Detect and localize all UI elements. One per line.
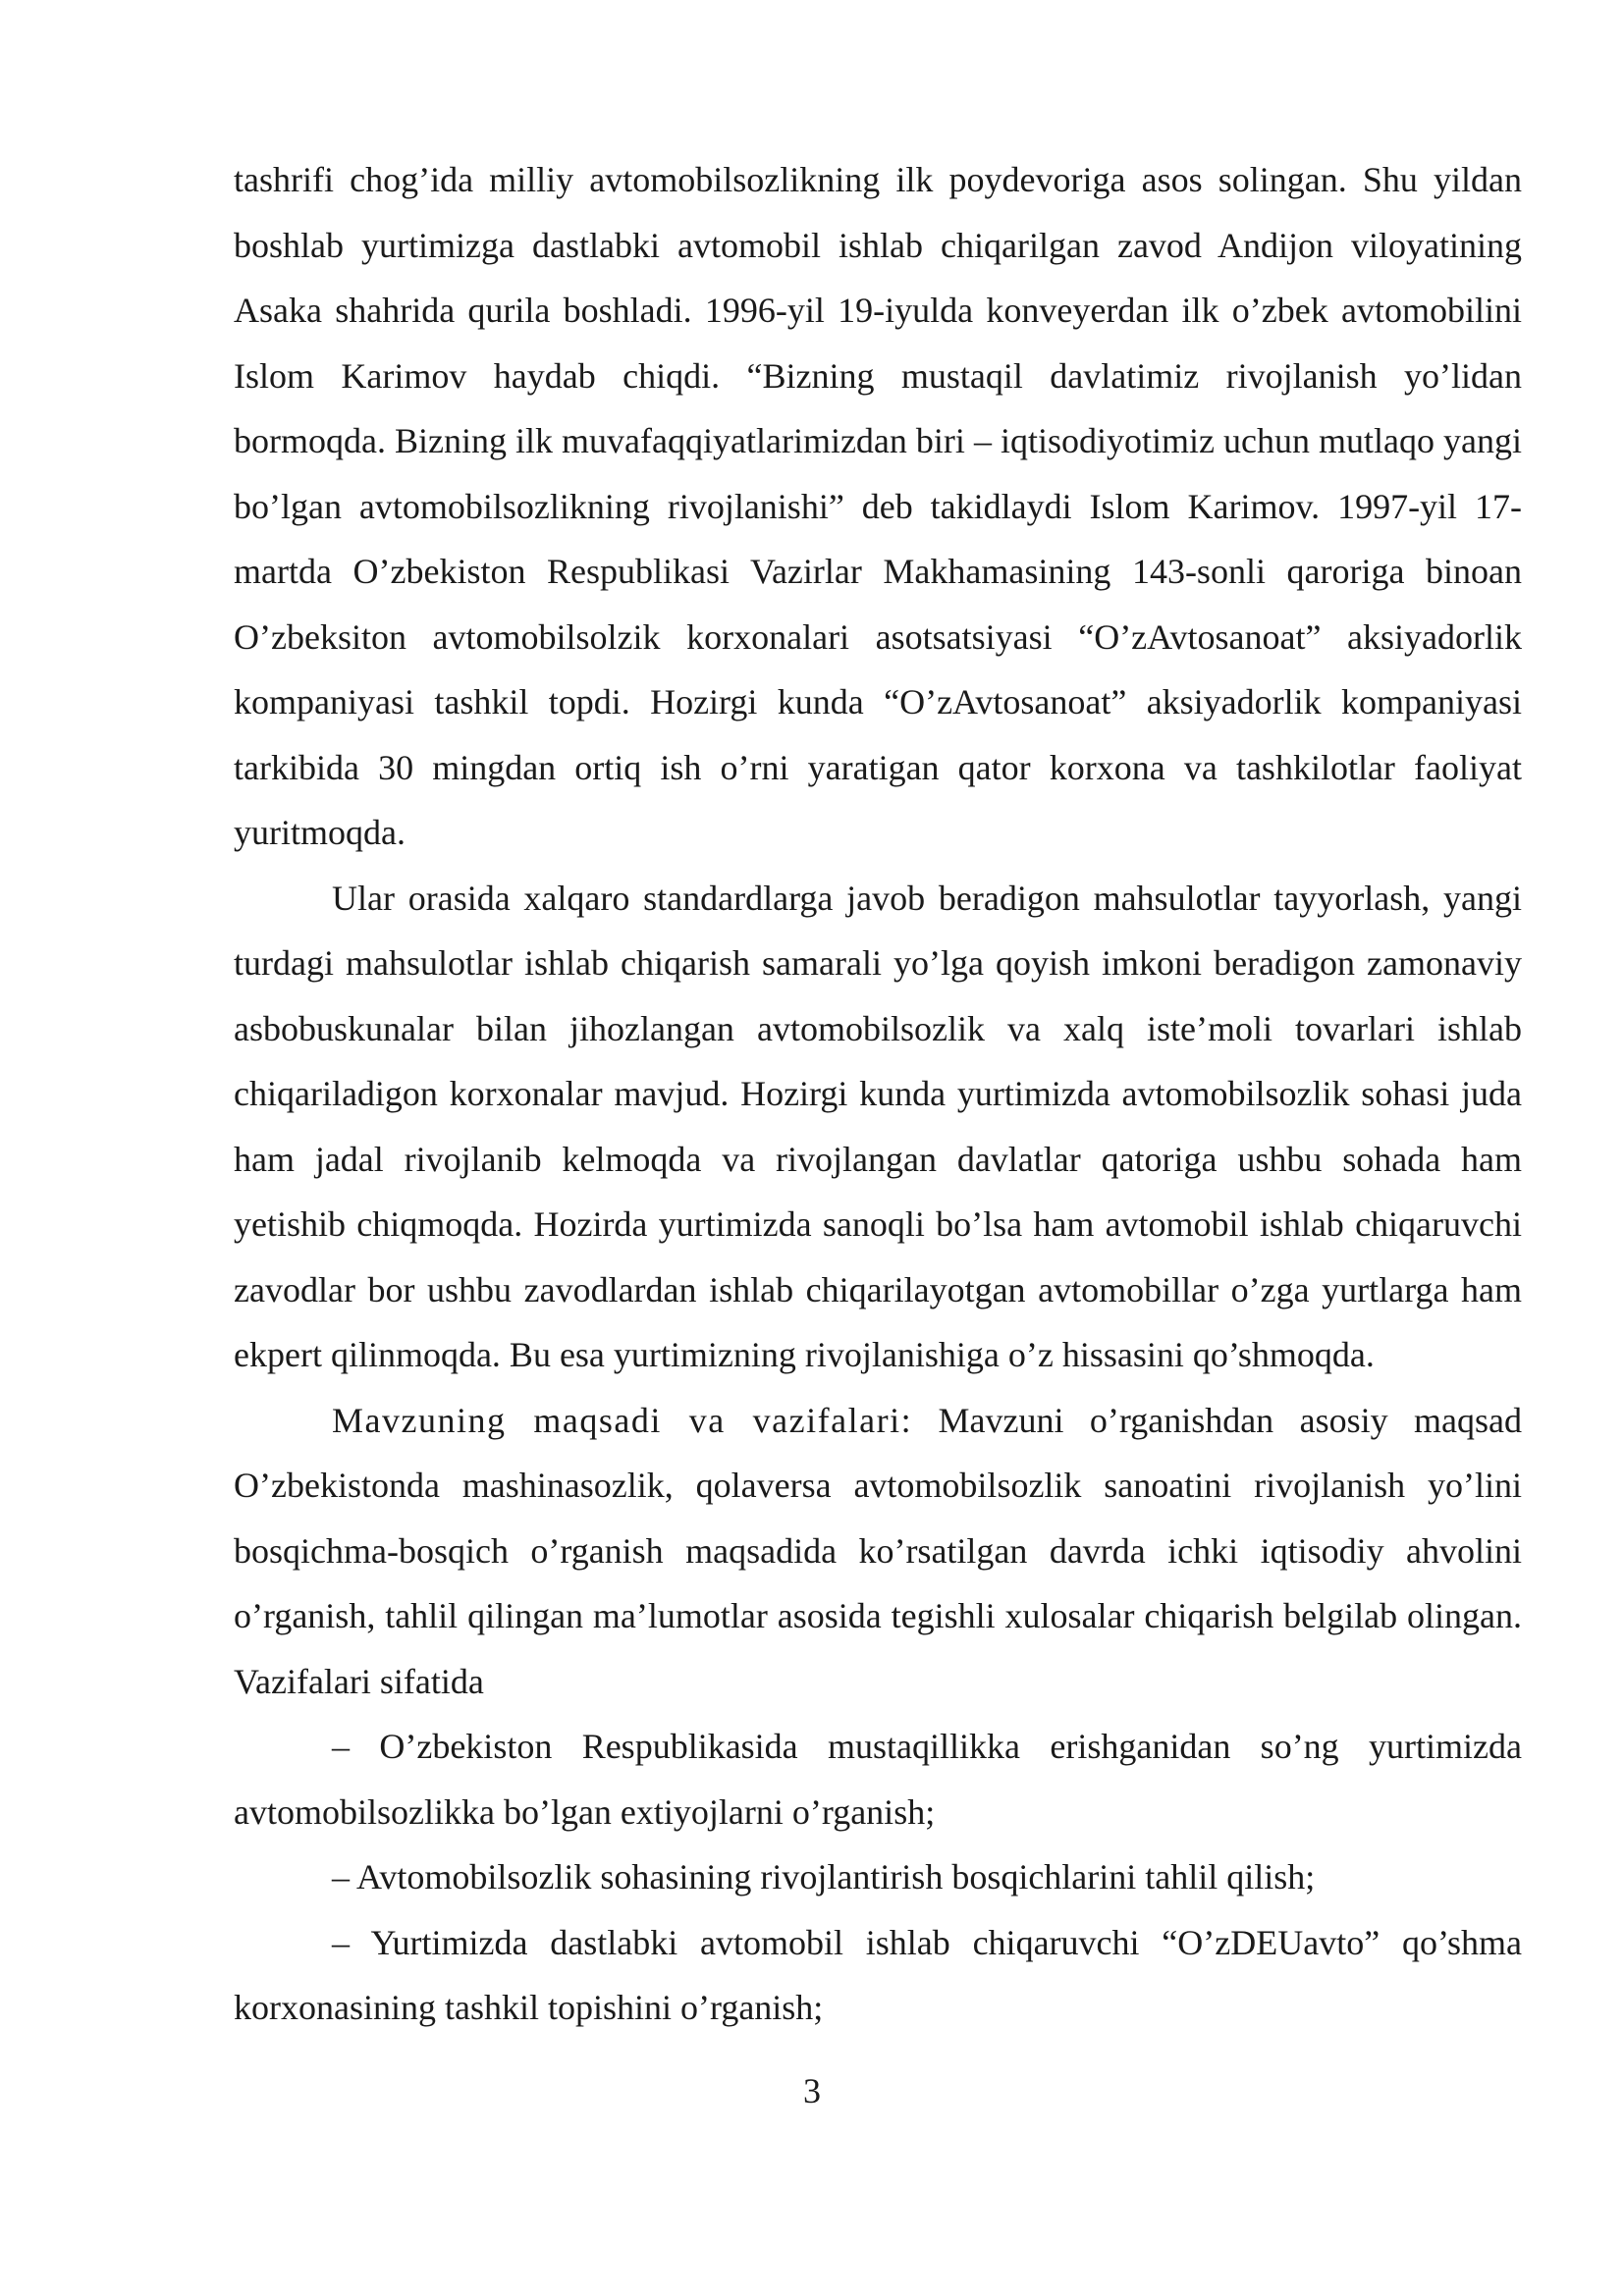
paragraph-3-body: Mavzuni o’rganishdan asosiy maqsad O’zbekistonda mashinasozlik, qolaversa avtomobilsozlik sanoatini rivojlanish yo’lini bosqichma-bosqich o’rganish maqsadida ko’rsatilgan davrda ichki iqtisodiy ahvolini o’rganish, tahlil qilingan ma’lumotlar asosida tegishli xulosalar chiqarish belgilab olingan. Vazifalari sifatida [234, 1400, 1522, 1701]
list-item-3: – Yurtimizda dastlabki avtomobil ishlab chiqaruvchi “O’zDEUavto” qo’shma korxonasining tashkil topishini o’rganish; [234, 1922, 1522, 2027]
paragraph-1: tashrifi chog’ida milliy avtomobilsozlikning ilk poydevoriga asos solingan. Shu yildan boshlab yurtimizga dastlabki avtomobil ishlab chiqarilgan zavod Andijon viloyatining Asaka shahrida qurila boshladi. 1996-yil 19-iyulda konveyerdan ilk o’zbek avtomobilini Islom Karimov haydab chiqdi. “Bizning mustaqil davlatimiz rivojlanish yo’lidan bormoqda. Bizning ilk muvafaqqiyatlarimizdan biri – iqtisodiyotimiz uchun mutlaqo yangi bo’lgan avtomobilsozlikning rivojlanishi” deb takidlaydi Islom Karimov. 1997-yil 17-martda O’zbekiston Respublikasi Vazirlar Makhamasining 143-sonli qaroriga binoan O’zbeksiton avtomobilsolzik korxonalari asotsatsiyasi “O’zAvtosanoat” aksiyadorlik kompaniyasi tashkil topdi. Hozirgi kunda “O’zAvtosanoat” aksiyadorlik kompaniyasi tarkibida 30 mingdan ortiq ish o’rni yaratigan qator korxona va tashkilotlar faoliyat yuritmoqda. [234, 160, 1522, 852]
page-number: 3 [803, 2071, 821, 2110]
paragraph-3 [234, 1388, 1522, 1715]
list-item-2: – Avtomobilsozlik sohasining rivojlantirish bosqichlarini tahlil qilish; [332, 1857, 1316, 1896]
paragraph-2: Ular orasida xalqaro standardlarga javob beradigon mahsulotlar tayyorlash, yangi turdagi mahsulotlar ishlab chiqarish samarali yo’lga qoyish imkoni beradigon zamonaviy asbobuskunalar bilan jihozlangan avtomobilsozlik va xalq iste’moli tovarlari ishlab chiqariladigon korxonalar mavjud. Hozirgi kunda yurtimizda avtomobilsozlik sohasi juda ham jadal rivojlanib kelmoqda va rivojlangan davlatlar qatoriga ushbu sohada ham yetishib chiqmoqda. Hozirda yurtimizda sanoqli bo’lsa ham avtomobil ishlab chiqaruvchi zavodlar bor ushbu zavodlardan ishlab chiqarilayotgan avtomobillar o’zga yurtlarga ham ekpert qilinmoqda. Bu esa yurtimizning rivojlanishiga o’z hissasini qo’shmoqda. [234, 878, 1522, 1374]
section-lead-text: Mavzuning maqsadi va vazifalari: [332, 1400, 913, 1440]
list-item-1: – O’zbekiston Respublikasida mustaqillikka erishganidan so’ng yurtimizda avtomobilsozlikka bo’lgan extiyojlarni o’rganish; [234, 1727, 1522, 1832]
document-page [234, 147, 1522, 2041]
